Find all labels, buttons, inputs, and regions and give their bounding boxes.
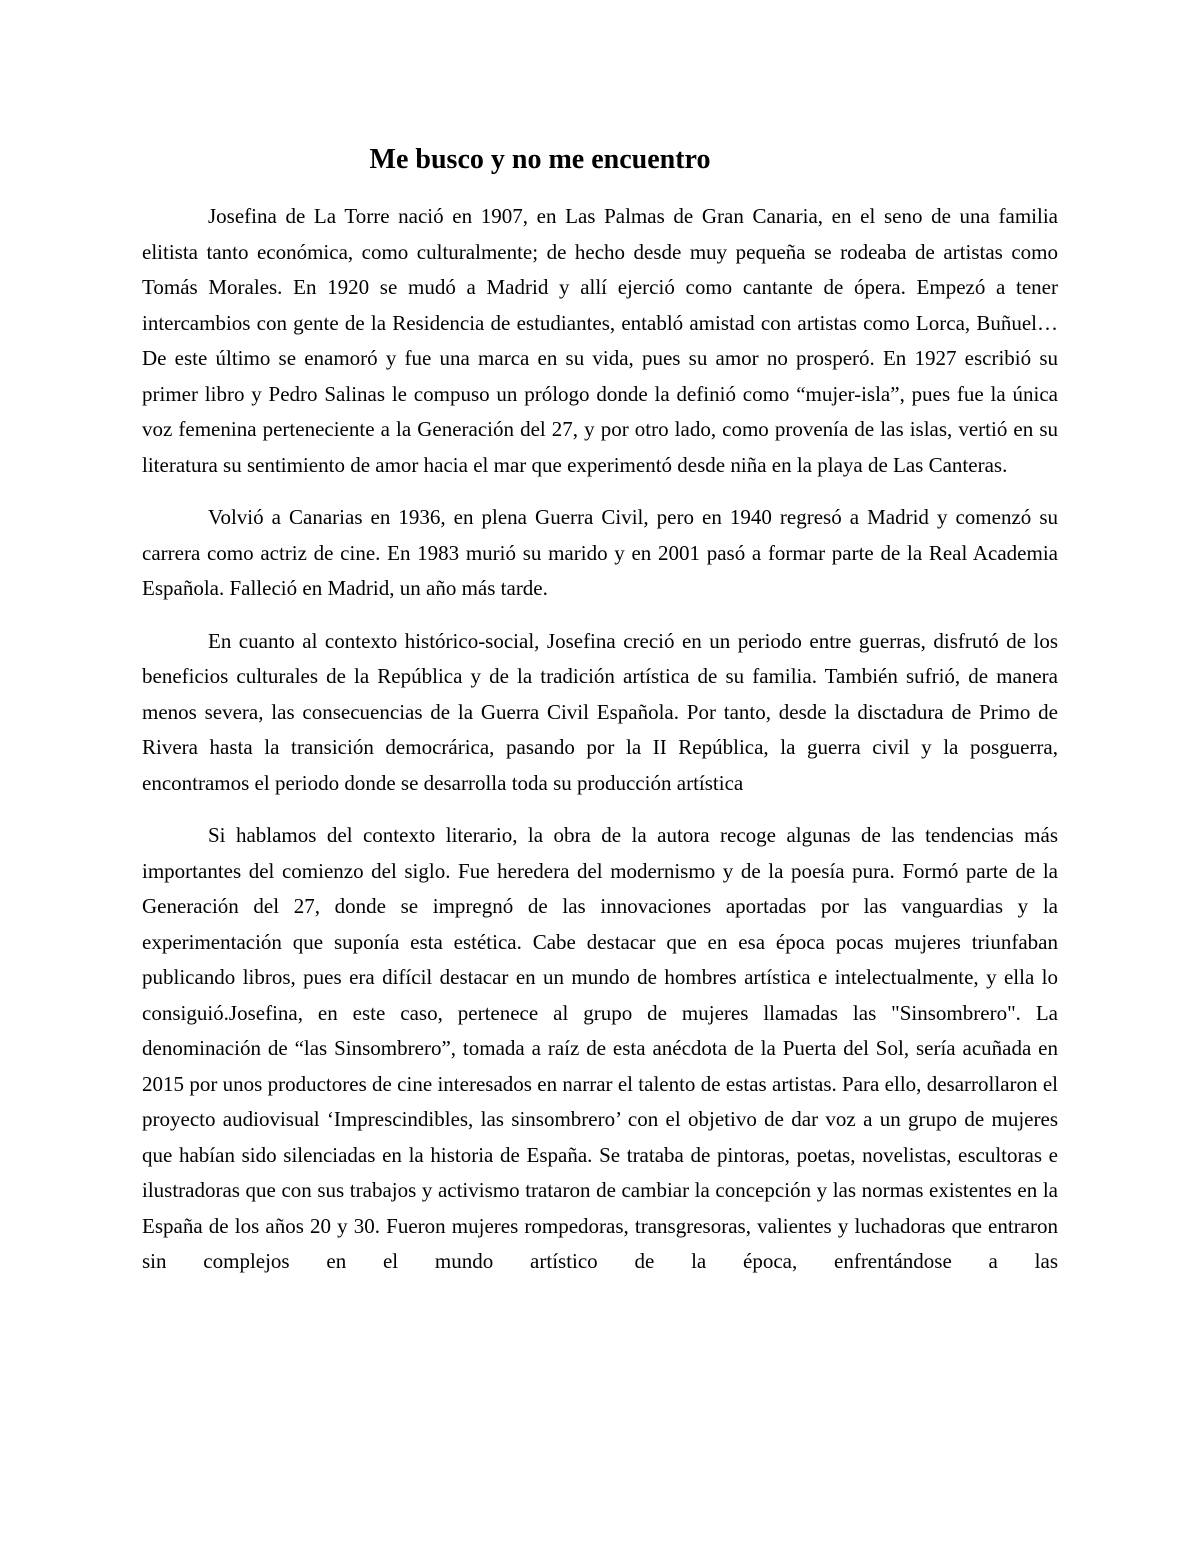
paragraph-historical-context: En cuanto al contexto histórico-social, Josefina creció en un periodo entre guerras, disfrutó de los beneficios culturales de la República y de la tradición artística de su familia. También sufrió, de manera menos severa, las consecuencias de la Guerra Civil Española. Por tanto, desde la disctadura de Primo de Rivera hasta la transición democrárica, pasando por la II República, la guerra civil y la posguerra, encontramos el periodo donde se desarrolla toda su producción artística <box>142 628 1058 795</box>
document-title: Me busco y no me encuentro <box>369 144 711 175</box>
document-body <box>142 199 1058 1297</box>
paragraph-return-to-canarias: Volvió a Canarias en 1936, en plena Guerra Civil, pero en 1940 regresó a Madrid y comenzó su carrera como actriz de cine. En 1983 murió su marido y en 2001 pasó a formar parte de la Real Academia Española. Falleció en Madrid, un año más tarde. <box>142 505 1058 600</box>
paragraph-literary-context: Si hablamos del contexto literario, la obra de la autora recoge algunas de las tendencias más importantes del comienzo del siglo. Fue heredera del modernismo y de la poesía pura. Formó parte de la Generación del 27, donde se impregnó de las innovaciones aportadas por las vanguardias y la experimentación que suponía esta estética. Cabe destacar que en esa época pocas mujeres triunfaban publicando libros, pues era difícil destacar en un mundo de hombres artística e intelectualmente, y ella lo consiguió.Josefina, en este caso, pertenece al grupo de mujeres llamadas las "Sinsombrero". La denominación de “las Sinsombrero”, tomada a raíz de esta anécdota de la Puerta del Sol, sería acuñada en 2015 por unos productores de cine interesados en narrar el talento de estas artistas. Para ello, desarrollaron el proyecto audiovisual ‘Imprescindibles, las sinsombrero’ con el objetivo de dar voz a un grupo de mujeres que habían sido silenciadas en la historia de España. Se trataba de pintoras, poetas, novelistas, escultoras e ilustradoras que con sus trabajos y activismo trataron de cambiar la concepción y las normas existentes en la España de los años 20 y 30. Fueron mujeres rompedoras, transgresoras, valientes y luchadoras que entraron sin complejos en el mundo artístico de la época, enfrentándose a las <box>142 823 1058 1273</box>
paragraph-biography: Josefina de La Torre nació en 1907, en Las Palmas de Gran Canaria, en el seno de una familia elitista tanto económica, como culturalmente; de hecho desde muy pequeña se rodeaba de artistas como Tomás Morales. En 1920 se mudó a Madrid y allí ejerció como cantante de ópera. Empezó a tener intercambios con gente de la Residencia de estudiantes, entabló amistad con artistas como Lorca, Buñuel… De este último se enamoró y fue una marca en su vida, pues su amor no prosperó. En 1927 escribió su primer libro y Pedro Salinas le compuso un prólogo donde la definió como “mujer-isla”, pues fue la única voz femenina perteneciente a la Generación del 27, y por otro lado, como provenía de las islas, vertió en su literatura su sentimiento de amor hacia el mar que experimentó desde niña en la playa de Las Canteras. <box>142 204 1058 477</box>
